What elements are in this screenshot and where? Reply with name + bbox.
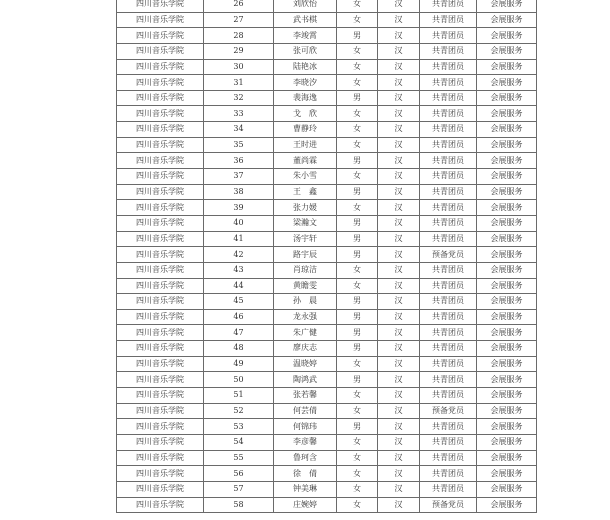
name-cell: 汤宇轩 (274, 231, 337, 247)
table-row (117, 262, 537, 278)
political-status-cell: 预备党员 (420, 403, 477, 419)
school-cell: 四川音乐学院 (117, 466, 204, 482)
school-cell: 四川音乐学院 (117, 403, 204, 419)
task-cell: 会展服务 (477, 388, 537, 404)
table-row (117, 169, 537, 185)
political-status-cell: 共青团员 (420, 388, 477, 404)
name-cell: 张可欣 (274, 43, 337, 59)
name-cell: 龙永强 (274, 309, 337, 325)
name-cell: 朱小雪 (274, 169, 337, 185)
task-cell: 会展服务 (477, 153, 537, 169)
political-status-cell: 共青团员 (420, 262, 477, 278)
number-cell: 28 (204, 28, 274, 44)
task-cell: 会展服务 (477, 137, 537, 153)
name-cell: 黄瞻雯 (274, 278, 337, 294)
political-status-cell: 共青团员 (420, 137, 477, 153)
name-cell: 朱广健 (274, 325, 337, 341)
gender-cell: 男 (337, 325, 378, 341)
table-row (117, 12, 537, 28)
number-cell: 26 (204, 0, 274, 12)
number-cell: 45 (204, 294, 274, 310)
political-status-cell: 共青团员 (420, 122, 477, 138)
ethnicity-cell: 汉 (378, 28, 420, 44)
task-cell: 会展服务 (477, 356, 537, 372)
gender-cell: 女 (337, 169, 378, 185)
number-cell: 40 (204, 215, 274, 231)
name-cell: 梁瀚文 (274, 215, 337, 231)
number-cell: 27 (204, 12, 274, 28)
name-cell: 戈 欣 (274, 106, 337, 122)
ethnicity-cell: 汉 (378, 356, 420, 372)
political-status-cell: 预备党员 (420, 497, 477, 513)
name-cell: 何芸倩 (274, 403, 337, 419)
ethnicity-cell: 汉 (378, 0, 420, 12)
political-status-cell: 共青团员 (420, 309, 477, 325)
gender-cell: 女 (337, 356, 378, 372)
number-cell: 43 (204, 262, 274, 278)
name-cell: 刘欣怡 (274, 0, 337, 12)
gender-cell: 女 (337, 497, 378, 513)
name-cell: 温晓婷 (274, 356, 337, 372)
table-row (117, 309, 537, 325)
political-status-cell: 共青团员 (420, 28, 477, 44)
number-cell: 32 (204, 90, 274, 106)
political-status-cell: 共青团员 (420, 106, 477, 122)
number-cell: 30 (204, 59, 274, 75)
task-cell: 会展服务 (477, 278, 537, 294)
table-row (117, 372, 537, 388)
political-status-cell: 共青团员 (420, 294, 477, 310)
school-cell: 四川音乐学院 (117, 450, 204, 466)
ethnicity-cell: 汉 (378, 403, 420, 419)
political-status-cell: 共青团员 (420, 153, 477, 169)
gender-cell: 男 (337, 247, 378, 263)
school-cell: 四川音乐学院 (117, 388, 204, 404)
school-cell: 四川音乐学院 (117, 309, 204, 325)
number-cell: 41 (204, 231, 274, 247)
task-cell: 会展服务 (477, 215, 537, 231)
gender-cell: 女 (337, 43, 378, 59)
table-row (117, 231, 537, 247)
ethnicity-cell: 汉 (378, 262, 420, 278)
name-cell: 曹静玲 (274, 122, 337, 138)
school-cell: 四川音乐学院 (117, 90, 204, 106)
political-status-cell: 共青团员 (420, 169, 477, 185)
ethnicity-cell: 汉 (378, 169, 420, 185)
political-status-cell: 共青团员 (420, 341, 477, 357)
table-row (117, 106, 537, 122)
roster-body (117, 0, 537, 513)
gender-cell: 女 (337, 278, 378, 294)
task-cell: 会展服务 (477, 75, 537, 91)
number-cell: 51 (204, 388, 274, 404)
gender-cell: 男 (337, 28, 378, 44)
number-cell: 35 (204, 137, 274, 153)
ethnicity-cell: 汉 (378, 372, 420, 388)
table-row (117, 341, 537, 357)
table-row (117, 247, 537, 263)
number-cell: 54 (204, 434, 274, 450)
task-cell: 会展服务 (477, 262, 537, 278)
ethnicity-cell: 汉 (378, 294, 420, 310)
ethnicity-cell: 汉 (378, 325, 420, 341)
table-row (117, 419, 537, 435)
number-cell: 58 (204, 497, 274, 513)
task-cell: 会展服务 (477, 90, 537, 106)
political-status-cell: 共青团员 (420, 481, 477, 497)
number-cell: 44 (204, 278, 274, 294)
table-row (117, 28, 537, 44)
school-cell: 四川音乐学院 (117, 247, 204, 263)
ethnicity-cell: 汉 (378, 466, 420, 482)
gender-cell: 女 (337, 75, 378, 91)
table-row (117, 200, 537, 216)
school-cell: 四川音乐学院 (117, 325, 204, 341)
name-cell: 庄婉婷 (274, 497, 337, 513)
table-row (117, 278, 537, 294)
table-row (117, 325, 537, 341)
table-row (117, 75, 537, 91)
political-status-cell: 共青团员 (420, 450, 477, 466)
number-cell: 57 (204, 481, 274, 497)
task-cell: 会展服务 (477, 450, 537, 466)
school-cell: 四川音乐学院 (117, 419, 204, 435)
number-cell: 34 (204, 122, 274, 138)
school-cell: 四川音乐学院 (117, 294, 204, 310)
gender-cell: 女 (337, 106, 378, 122)
political-status-cell: 共青团员 (420, 200, 477, 216)
ethnicity-cell: 汉 (378, 278, 420, 294)
ethnicity-cell: 汉 (378, 75, 420, 91)
table-row (117, 0, 537, 12)
ethnicity-cell: 汉 (378, 153, 420, 169)
table-row (117, 466, 537, 482)
gender-cell: 男 (337, 341, 378, 357)
gender-cell: 男 (337, 215, 378, 231)
school-cell: 四川音乐学院 (117, 481, 204, 497)
task-cell: 会展服务 (477, 200, 537, 216)
task-cell: 会展服务 (477, 184, 537, 200)
school-cell: 四川音乐学院 (117, 43, 204, 59)
gender-cell: 男 (337, 419, 378, 435)
gender-cell: 男 (337, 309, 378, 325)
school-cell: 四川音乐学院 (117, 497, 204, 513)
name-cell: 王 鑫 (274, 184, 337, 200)
school-cell: 四川音乐学院 (117, 215, 204, 231)
school-cell: 四川音乐学院 (117, 434, 204, 450)
task-cell: 会展服务 (477, 403, 537, 419)
number-cell: 48 (204, 341, 274, 357)
school-cell: 四川音乐学院 (117, 184, 204, 200)
ethnicity-cell: 汉 (378, 231, 420, 247)
political-status-cell: 共青团员 (420, 466, 477, 482)
number-cell: 50 (204, 372, 274, 388)
number-cell: 39 (204, 200, 274, 216)
gender-cell: 男 (337, 90, 378, 106)
school-cell: 四川音乐学院 (117, 75, 204, 91)
political-status-cell: 共青团员 (420, 434, 477, 450)
name-cell: 武书棋 (274, 12, 337, 28)
gender-cell: 男 (337, 153, 378, 169)
ethnicity-cell: 汉 (378, 388, 420, 404)
ethnicity-cell: 汉 (378, 419, 420, 435)
task-cell: 会展服务 (477, 497, 537, 513)
political-status-cell: 预备党员 (420, 247, 477, 263)
political-status-cell: 共青团员 (420, 184, 477, 200)
number-cell: 36 (204, 153, 274, 169)
number-cell: 47 (204, 325, 274, 341)
gender-cell: 女 (337, 403, 378, 419)
ethnicity-cell: 汉 (378, 122, 420, 138)
number-cell: 53 (204, 419, 274, 435)
ethnicity-cell: 汉 (378, 450, 420, 466)
ethnicity-cell: 汉 (378, 497, 420, 513)
name-cell: 钟美琳 (274, 481, 337, 497)
gender-cell: 女 (337, 262, 378, 278)
table-row (117, 450, 537, 466)
table-row (117, 137, 537, 153)
gender-cell: 女 (337, 434, 378, 450)
table-row (117, 153, 537, 169)
name-cell: 路宇辰 (274, 247, 337, 263)
ethnicity-cell: 汉 (378, 200, 420, 216)
task-cell: 会展服务 (477, 59, 537, 75)
task-cell: 会展服务 (477, 309, 537, 325)
name-cell: 董尚霖 (274, 153, 337, 169)
ethnicity-cell: 汉 (378, 341, 420, 357)
name-cell: 陆艳冰 (274, 59, 337, 75)
number-cell: 31 (204, 75, 274, 91)
school-cell: 四川音乐学院 (117, 153, 204, 169)
task-cell: 会展服务 (477, 419, 537, 435)
table-row (117, 59, 537, 75)
ethnicity-cell: 汉 (378, 137, 420, 153)
task-cell: 会展服务 (477, 106, 537, 122)
gender-cell: 女 (337, 388, 378, 404)
task-cell: 会展服务 (477, 434, 537, 450)
political-status-cell: 共青团员 (420, 278, 477, 294)
ethnicity-cell: 汉 (378, 59, 420, 75)
name-cell: 孙 晨 (274, 294, 337, 310)
task-cell: 会展服务 (477, 43, 537, 59)
task-cell: 会展服务 (477, 325, 537, 341)
table-row (117, 388, 537, 404)
number-cell: 56 (204, 466, 274, 482)
task-cell: 会展服务 (477, 122, 537, 138)
gender-cell: 男 (337, 231, 378, 247)
table-row (117, 481, 537, 497)
number-cell: 46 (204, 309, 274, 325)
gender-cell: 女 (337, 450, 378, 466)
political-status-cell: 共青团员 (420, 12, 477, 28)
gender-cell: 男 (337, 184, 378, 200)
table-row (117, 403, 537, 419)
name-cell: 肖琼洁 (274, 262, 337, 278)
political-status-cell: 共青团员 (420, 356, 477, 372)
political-status-cell: 共青团员 (420, 0, 477, 12)
table-row (117, 434, 537, 450)
school-cell: 四川音乐学院 (117, 169, 204, 185)
school-cell: 四川音乐学院 (117, 200, 204, 216)
political-status-cell: 共青团员 (420, 90, 477, 106)
school-cell: 四川音乐学院 (117, 341, 204, 357)
gender-cell: 女 (337, 466, 378, 482)
gender-cell: 女 (337, 59, 378, 75)
gender-cell: 女 (337, 481, 378, 497)
name-cell: 李彦馨 (274, 434, 337, 450)
gender-cell: 女 (337, 200, 378, 216)
political-status-cell: 共青团员 (420, 325, 477, 341)
political-status-cell: 共青团员 (420, 419, 477, 435)
name-cell: 张力媛 (274, 200, 337, 216)
ethnicity-cell: 汉 (378, 90, 420, 106)
name-cell: 廖庆志 (274, 341, 337, 357)
table-row (117, 215, 537, 231)
school-cell: 四川音乐学院 (117, 137, 204, 153)
task-cell: 会展服务 (477, 12, 537, 28)
school-cell: 四川音乐学院 (117, 372, 204, 388)
number-cell: 52 (204, 403, 274, 419)
table-row (117, 90, 537, 106)
school-cell: 四川音乐学院 (117, 0, 204, 12)
school-cell: 四川音乐学院 (117, 106, 204, 122)
table-row (117, 184, 537, 200)
name-cell: 陶鸿武 (274, 372, 337, 388)
task-cell: 会展服务 (477, 341, 537, 357)
name-cell: 王时进 (274, 137, 337, 153)
political-status-cell: 共青团员 (420, 231, 477, 247)
task-cell: 会展服务 (477, 231, 537, 247)
political-status-cell: 共青团员 (420, 372, 477, 388)
school-cell: 四川音乐学院 (117, 231, 204, 247)
school-cell: 四川音乐学院 (117, 12, 204, 28)
name-cell: 鲁珂含 (274, 450, 337, 466)
ethnicity-cell: 汉 (378, 43, 420, 59)
task-cell: 会展服务 (477, 372, 537, 388)
name-cell: 裴海逸 (274, 90, 337, 106)
ethnicity-cell: 汉 (378, 184, 420, 200)
gender-cell: 女 (337, 12, 378, 28)
task-cell: 会展服务 (477, 294, 537, 310)
task-cell: 会展服务 (477, 481, 537, 497)
number-cell: 42 (204, 247, 274, 263)
name-cell: 徐 倩 (274, 466, 337, 482)
table-row (117, 294, 537, 310)
political-status-cell: 共青团员 (420, 75, 477, 91)
number-cell: 38 (204, 184, 274, 200)
ethnicity-cell: 汉 (378, 106, 420, 122)
name-cell: 张若馨 (274, 388, 337, 404)
table-row (117, 497, 537, 513)
number-cell: 33 (204, 106, 274, 122)
number-cell: 49 (204, 356, 274, 372)
political-status-cell: 共青团员 (420, 215, 477, 231)
task-cell: 会展服务 (477, 466, 537, 482)
ethnicity-cell: 汉 (378, 12, 420, 28)
name-cell: 何锦玮 (274, 419, 337, 435)
ethnicity-cell: 汉 (378, 247, 420, 263)
number-cell: 37 (204, 169, 274, 185)
task-cell: 会展服务 (477, 28, 537, 44)
gender-cell: 男 (337, 294, 378, 310)
gender-cell: 女 (337, 122, 378, 138)
number-cell: 55 (204, 450, 274, 466)
table-row (117, 122, 537, 138)
school-cell: 四川音乐学院 (117, 278, 204, 294)
gender-cell: 女 (337, 137, 378, 153)
school-cell: 四川音乐学院 (117, 122, 204, 138)
school-cell: 四川音乐学院 (117, 262, 204, 278)
political-status-cell: 共青团员 (420, 59, 477, 75)
table-row (117, 356, 537, 372)
ethnicity-cell: 汉 (378, 434, 420, 450)
school-cell: 四川音乐学院 (117, 59, 204, 75)
volunteer-roster-table (116, 0, 537, 513)
gender-cell: 男 (337, 372, 378, 388)
task-cell: 会展服务 (477, 0, 537, 12)
table-row (117, 43, 537, 59)
gender-cell: 女 (337, 0, 378, 12)
school-cell: 四川音乐学院 (117, 28, 204, 44)
ethnicity-cell: 汉 (378, 309, 420, 325)
number-cell: 29 (204, 43, 274, 59)
ethnicity-cell: 汉 (378, 481, 420, 497)
name-cell: 李竣霄 (274, 28, 337, 44)
ethnicity-cell: 汉 (378, 215, 420, 231)
task-cell: 会展服务 (477, 169, 537, 185)
political-status-cell: 共青团员 (420, 43, 477, 59)
name-cell: 李晓汐 (274, 75, 337, 91)
school-cell: 四川音乐学院 (117, 356, 204, 372)
task-cell: 会展服务 (477, 247, 537, 263)
